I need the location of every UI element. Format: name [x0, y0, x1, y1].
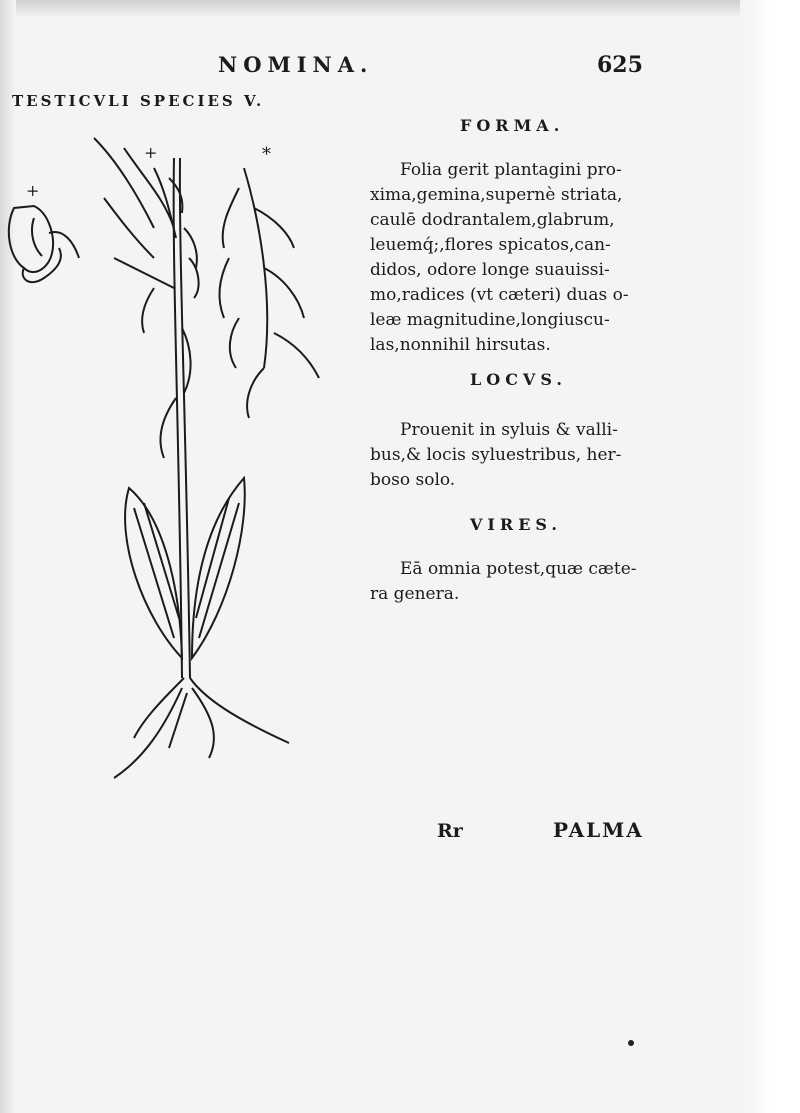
- text-line: Eā omnia potest,quæ cæte-: [400, 559, 637, 579]
- text-line: boso solo.: [370, 470, 456, 490]
- text-line: bus,& locis syluestribus, her-: [370, 445, 622, 465]
- figure-marker: +: [26, 181, 40, 200]
- scan-edge: [740, 0, 800, 1113]
- text-line: Prouenit in syluis & valli-: [400, 420, 618, 440]
- catchword: PALMA: [553, 818, 644, 842]
- paragraph-forma: [370, 158, 660, 358]
- page-number: 625: [597, 52, 643, 78]
- section-heading-vires: VIRES.: [470, 515, 562, 534]
- text-line: leæ magnitudine,longiuscu-: [370, 310, 610, 330]
- text-line: mo,radices (vt cæteri) duas o-: [370, 285, 629, 305]
- figure-marker: +: [144, 143, 158, 162]
- text-line: Folia gerit plantagini pro-: [400, 160, 622, 180]
- scan-edge: [0, 0, 800, 18]
- figure-caption: TESTICVLI SPECIES V.: [12, 92, 265, 110]
- text-line: ra genera.: [370, 584, 460, 604]
- ink-spot: [628, 1040, 634, 1046]
- text-line: las,nonnihil hirsutas.: [370, 335, 551, 355]
- running-head: NOMINA.: [218, 52, 374, 77]
- paragraph-vires: [370, 557, 660, 607]
- section-heading-locus: LOCVS.: [470, 370, 567, 389]
- text-line: leuemq́;,flores spicatos,can-: [370, 235, 611, 255]
- figure-marker: *: [262, 144, 271, 165]
- signature-mark: Rr: [437, 820, 463, 842]
- text-line: xima,gemina,supernè striata,: [370, 185, 623, 205]
- text-line: caulē dodrantalem,glabrum,: [370, 210, 615, 230]
- section-heading-forma: FORMA.: [460, 116, 565, 135]
- orchid-woodcut-illustration: [4, 118, 354, 798]
- text-line: didos, odore longe suauissi-: [370, 260, 610, 280]
- paragraph-locus: [370, 418, 660, 493]
